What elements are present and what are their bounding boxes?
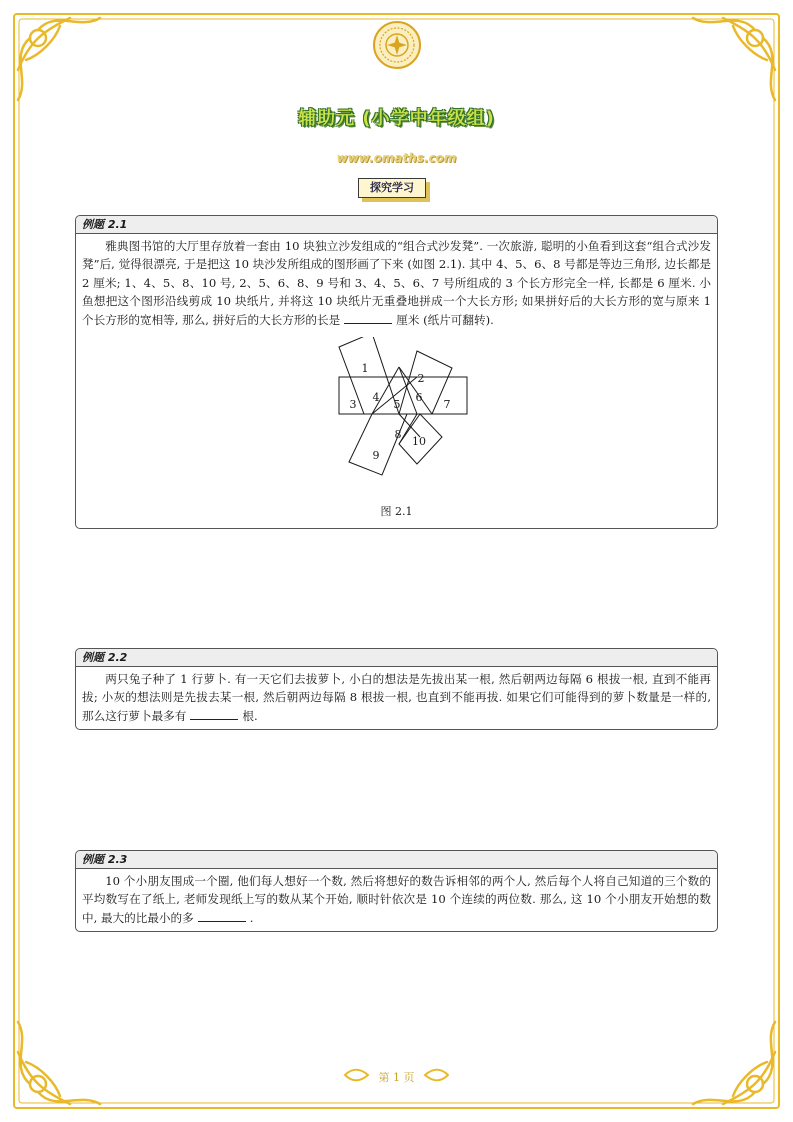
- answer-blank: [190, 709, 238, 720]
- figure-caption: 图 2.1: [380, 505, 413, 519]
- example-label: 例题 2.1: [76, 216, 717, 234]
- example-body: [76, 234, 717, 528]
- tile-label: 6: [415, 391, 423, 405]
- tile-label: 2: [417, 372, 425, 386]
- sofa-diagram: [82, 337, 723, 497]
- figure-2-1: [82, 337, 723, 497]
- tile-9: [349, 414, 407, 475]
- example-box-1: [75, 215, 718, 529]
- tile-label: 5: [393, 398, 401, 412]
- example-body: [76, 869, 717, 931]
- answer-blank: [198, 911, 246, 922]
- example-label: 例题 2.3: [76, 851, 717, 869]
- problem-text: 两只兔子种了 1 行萝卜. 有一天它们去拔萝卜, 小白的想法是先拔出某一根, 然后朝两边每隔 6 根拔一根, 直到不能再拔; 小灰的想法则是先拔去某一根, 然后朝两边每隔 8 根拔一根, 也直到不能再拔. 如果它们可能得到的萝卜数量是一样的, 那么这行萝卜最多有: [82, 672, 711, 723]
- tile-label: 1: [361, 362, 369, 376]
- example-label: 例题 2.2: [76, 649, 717, 667]
- problem-text-end: 根.: [242, 708, 258, 723]
- site-url: www.omaths.com: [336, 151, 457, 165]
- answer-blank: [344, 313, 392, 324]
- tile-label: 8: [394, 428, 402, 442]
- problem-text-end: .: [249, 910, 254, 925]
- problem-text: 雅典图书馆的大厅里存放着一套由 10 块独立沙发组成的“组合式沙发凳”. 一次旅游, 聪明的小鱼看到这套“组合式沙发凳”后, 觉得很漂亮, 于是把这 10 块沙发所组成的图形画了下来 (如图 2.1). 其中 4、5、6、8 号都是等边三角形, 边长都是 2 厘米; 1、4、5、8、10 号, 2、5、6、8、9 号和 3、4、5、6、7 号所组成的 3 个长方形完全一样, 长都是 6 厘米. 小鱼想把这个图形沿线剪成 10 块纸片, 并将这 10 块纸片无重叠地拼成一个大长方形; 如果拼好后的大长方形的宽与原来 1 个长方形的宽相等, 那么, 拼好后的大长方形的长是: [82, 239, 711, 327]
- page-number: 第 1 页: [378, 1071, 415, 1084]
- page-title: 辅助元 (小学中年级组): [298, 108, 495, 129]
- emblem-icon: [372, 20, 422, 70]
- problem-text-end: 厘米 (纸片可翻转).: [396, 312, 494, 327]
- example-body: [76, 667, 717, 729]
- tile-label: 7: [443, 398, 451, 412]
- tile-label: 4: [372, 391, 380, 405]
- example-box-3: [75, 850, 718, 932]
- section-badge: [358, 178, 430, 200]
- tile-label: 10: [412, 435, 426, 449]
- example-box-2: [75, 648, 718, 730]
- section-label: 探究学习: [358, 178, 426, 198]
- tile-label: 3: [349, 398, 357, 412]
- tile-1: [339, 337, 399, 414]
- problem-text: 10 个小朋友围成一个圈, 他们每人想好一个数, 然后将想好的数告诉相邻的两个人, 然后每个人将自己知道的三个数的平均数写在了纸上, 老师发现纸上写的数从某个开始, 顺时针依次是 10 个连续的两位数. 那么, 这 10 个小朋友开始想的数中, 最大的比最小的多: [82, 874, 711, 925]
- tile-label: 9: [372, 449, 380, 463]
